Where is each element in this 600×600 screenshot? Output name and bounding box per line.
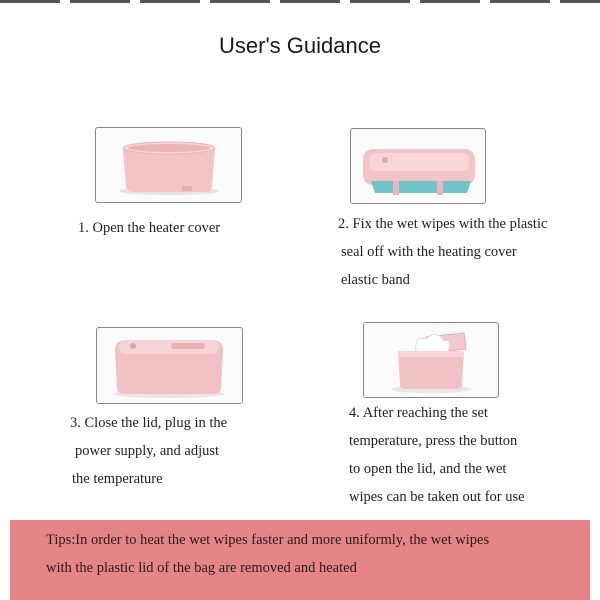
step-1-line-1: 1. Open the heater cover	[78, 220, 221, 236]
open-heater-image	[96, 128, 241, 202]
tips-banner	[10, 520, 590, 600]
step4-photo	[363, 322, 499, 398]
step-3-text	[70, 409, 227, 493]
step-3-line-1: 3. Close the lid, plug in the	[70, 415, 228, 431]
step-1-text	[78, 214, 220, 242]
step-4-line-1: 4. After reaching the set	[349, 405, 488, 421]
step-4-line-2: temperature, press the button	[349, 433, 518, 449]
step1-photo	[95, 127, 242, 203]
step3-photo	[96, 327, 243, 404]
wipes-ready-image	[364, 323, 498, 397]
tips-line-1: Tips:In order to heat the wet wipes faster and more uniformly, the wet wipes	[46, 532, 490, 548]
step2-photo	[350, 128, 486, 204]
page-title: User's Guidance	[219, 33, 381, 58]
top-edge-decoration	[0, 0, 600, 3]
step-2-text	[338, 210, 547, 294]
step-3-line-2: power supply, and adjust	[75, 443, 220, 459]
step-2-line-2: seal off with the heating cover	[341, 244, 517, 260]
step-2-line-1: 2. Fix the wet wipes with the plastic	[338, 216, 548, 232]
step-3-line-3: the temperature	[72, 471, 163, 487]
tips-line-2: with the plastic lid of the bag are removed and heated	[46, 560, 357, 576]
step-2-line-3: elastic band	[341, 272, 410, 288]
step-4-line-3: to open the lid, and the wet	[349, 461, 507, 477]
step-4-text	[349, 399, 525, 511]
fix-wipes-image	[351, 129, 485, 203]
step-4-line-4: wipes can be taken out for use	[349, 489, 525, 505]
closed-lid-image	[97, 328, 242, 403]
